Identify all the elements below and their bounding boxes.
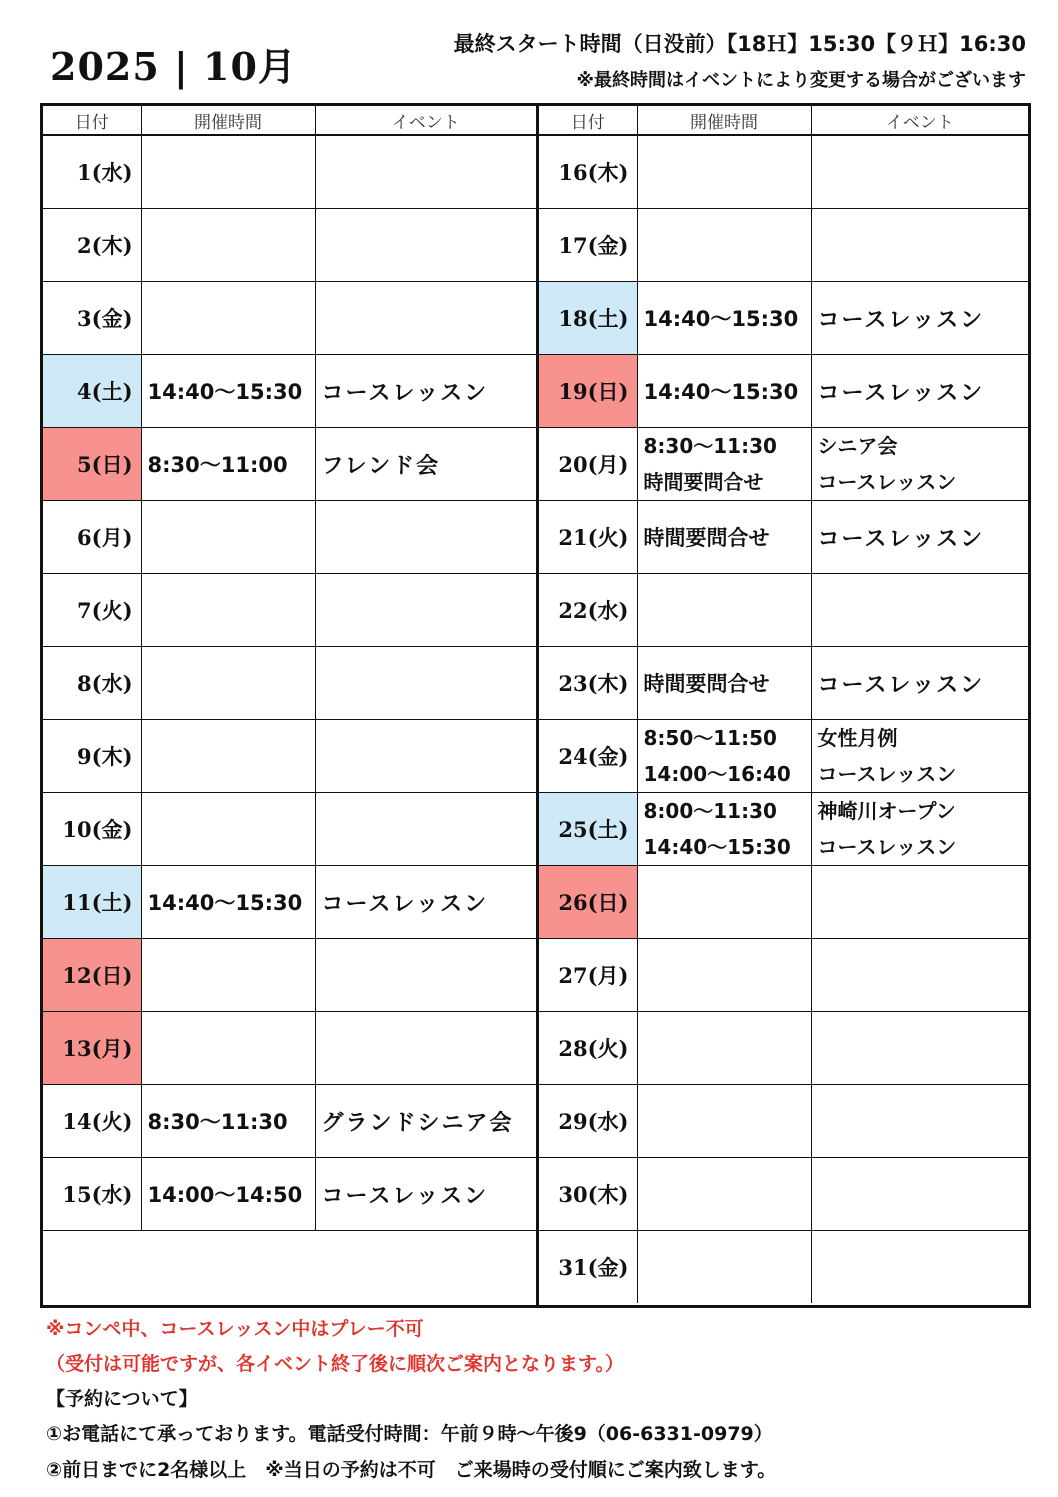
event-cell: コースレッスン — [811, 282, 1028, 355]
time-cell — [637, 574, 811, 647]
time-cell: 時間要問合せ — [637, 647, 811, 720]
event-cell — [315, 501, 536, 574]
date-cell: 24(金) — [539, 720, 637, 793]
time-line: 時間要問合せ — [643, 470, 764, 494]
header-event: イベント — [315, 106, 536, 135]
event-cell — [315, 1012, 536, 1085]
event-cell — [315, 793, 536, 866]
time-cell — [637, 135, 811, 209]
event-cell: コースレッスン — [315, 1158, 536, 1231]
table-row — [43, 1012, 536, 1085]
event-cell — [811, 1012, 1028, 1085]
time-cell — [141, 135, 315, 209]
date-cell: 18(土) — [539, 282, 637, 355]
date-cell: 11(土) — [43, 866, 141, 939]
date-cell: 6(月) — [43, 501, 141, 574]
table-row — [539, 135, 1028, 209]
date-cell: 7(火) — [43, 574, 141, 647]
event-cell — [811, 939, 1028, 1012]
time-cell — [141, 574, 315, 647]
table-row — [43, 209, 536, 282]
event-line: コースレッスン — [817, 835, 957, 859]
table-row — [539, 282, 1028, 355]
time-change-notice: ※最終時間はイベントにより変更する場合がございます — [576, 70, 1026, 91]
table-row — [539, 1158, 1028, 1231]
table-row — [539, 501, 1028, 574]
event-line: シニア会 — [817, 434, 898, 458]
time-cell — [637, 1085, 811, 1158]
date-cell: 2(木) — [43, 209, 141, 282]
date-cell: 10(金) — [43, 793, 141, 866]
date-cell: 8(水) — [43, 647, 141, 720]
date-cell: 28(火) — [539, 1012, 637, 1085]
event-cell — [315, 647, 536, 720]
time-cell — [141, 793, 315, 866]
calendar-right-half — [539, 106, 1028, 1305]
time-cell: 8:30～11:00 — [141, 428, 315, 501]
event-cell — [811, 574, 1028, 647]
time-cell: 14:40～15:30 — [637, 282, 811, 355]
event-cell — [315, 939, 536, 1012]
table-row — [43, 428, 536, 501]
date-cell: 27(月) — [539, 939, 637, 1012]
time-cell — [637, 1231, 811, 1304]
time-cell — [637, 939, 811, 1012]
reservation-rule-text: ②前日までに2名様以上 ※当日の予約は不可 ご来場時の受付順にご案内致します。 — [46, 1459, 777, 1481]
event-line: コースレッスン — [817, 470, 957, 494]
last-start-notice: 最終スタート時間（日没前）【18Ｈ】15:30【９Ｈ】16:30 — [453, 32, 1026, 56]
date-cell: 30(木) — [539, 1158, 637, 1231]
empty-row — [43, 1231, 536, 1304]
time-line: 14:40～15:30 — [643, 835, 791, 859]
table-row — [43, 282, 536, 355]
time-cell: 時間要問合せ — [637, 501, 811, 574]
event-line: 女性月例 — [817, 726, 898, 750]
empty-cell — [43, 1231, 536, 1304]
table-row — [539, 209, 1028, 282]
time-cell — [637, 866, 811, 939]
date-cell: 1(水) — [43, 135, 141, 209]
reservation-phone-text: ①お電話にて承っております。電話受付時間：午前９時～午後9（06-6331-0979） — [46, 1423, 773, 1445]
event-cell — [811, 209, 1028, 282]
event-cell — [811, 1085, 1028, 1158]
date-cell: 19(日) — [539, 355, 637, 428]
warning-text: ※コンペ中、コースレッスン中はプレー不可 — [46, 1318, 424, 1340]
time-cell: 14:40～15:30 — [141, 866, 315, 939]
table-row — [43, 720, 536, 793]
date-cell: 22(水) — [539, 574, 637, 647]
date-cell: 17(金) — [539, 209, 637, 282]
date-cell: 14(火) — [43, 1085, 141, 1158]
time-cell — [141, 720, 315, 793]
event-cell: コースレッスン — [315, 355, 536, 428]
calendar-table — [40, 103, 1031, 1308]
table-row — [539, 866, 1028, 939]
event-cell: コースレッスン — [811, 647, 1028, 720]
event-cell — [811, 793, 1028, 866]
header-time: 開催時間 — [141, 106, 315, 135]
date-cell: 5(日) — [43, 428, 141, 501]
table-row — [43, 1158, 536, 1231]
header-event: イベント — [811, 106, 1028, 135]
header-date: 日付 — [539, 106, 637, 135]
date-cell: 25(土) — [539, 793, 637, 866]
reservation-heading: 【予約について】 — [46, 1388, 198, 1410]
time-cell — [637, 1158, 811, 1231]
date-cell: 26(日) — [539, 866, 637, 939]
event-cell — [315, 282, 536, 355]
table-row — [43, 939, 536, 1012]
time-cell — [637, 720, 811, 793]
time-cell — [637, 428, 811, 501]
time-line: 8:00～11:30 — [643, 799, 777, 823]
date-cell: 4(土) — [43, 355, 141, 428]
table-row — [43, 647, 536, 720]
table-row — [539, 574, 1028, 647]
time-line: 8:50～11:50 — [643, 726, 777, 750]
time-line: 14:00～16:40 — [643, 762, 791, 786]
event-cell: コースレッスン — [811, 501, 1028, 574]
date-cell: 29(水) — [539, 1085, 637, 1158]
event-cell: コースレッスン — [315, 866, 536, 939]
time-line: 8:30～11:30 — [643, 434, 777, 458]
header-date: 日付 — [43, 106, 141, 135]
date-cell: 21(火) — [539, 501, 637, 574]
date-cell: 13(月) — [43, 1012, 141, 1085]
header-time: 開催時間 — [637, 106, 811, 135]
event-cell — [811, 1231, 1028, 1304]
time-cell — [141, 209, 315, 282]
time-cell: 14:40～15:30 — [637, 355, 811, 428]
table-row — [43, 866, 536, 939]
page-title: 2025 | 10月 — [50, 44, 297, 89]
event-cell — [811, 428, 1028, 501]
table-row — [539, 1085, 1028, 1158]
table-row — [43, 135, 536, 209]
event-cell — [811, 135, 1028, 209]
event-cell: コースレッスン — [811, 355, 1028, 428]
event-line: 神崎川オープン — [817, 799, 956, 823]
time-cell — [637, 793, 811, 866]
event-cell — [315, 720, 536, 793]
event-cell: グランドシニア会 — [315, 1085, 536, 1158]
event-line: コースレッスン — [817, 762, 957, 786]
date-cell: 3(金) — [43, 282, 141, 355]
time-cell — [637, 1012, 811, 1085]
event-cell — [315, 574, 536, 647]
date-cell: 16(木) — [539, 135, 637, 209]
table-row — [43, 355, 536, 428]
table-row — [539, 793, 1028, 866]
time-cell — [141, 939, 315, 1012]
calendar-left-half — [43, 106, 539, 1305]
table-row — [539, 647, 1028, 720]
table-row — [539, 1231, 1028, 1304]
left-rows — [43, 135, 536, 1303]
event-cell: フレンド会 — [315, 428, 536, 501]
date-cell: 9(木) — [43, 720, 141, 793]
table-row — [539, 1012, 1028, 1085]
event-cell — [811, 720, 1028, 793]
event-cell — [811, 1158, 1028, 1231]
event-cell — [811, 866, 1028, 939]
time-cell: 8:30～11:30 — [141, 1085, 315, 1158]
time-cell: 14:40～15:30 — [141, 355, 315, 428]
date-cell: 31(金) — [539, 1231, 637, 1304]
date-cell: 23(木) — [539, 647, 637, 720]
time-cell — [141, 647, 315, 720]
table-row — [43, 574, 536, 647]
event-cell — [315, 135, 536, 209]
time-cell — [637, 209, 811, 282]
table-row — [539, 428, 1028, 501]
event-cell — [315, 209, 536, 282]
warning-subtext: （受付は可能ですが、各イベント終了後に順次ご案内となります。） — [46, 1353, 624, 1375]
time-cell — [141, 1012, 315, 1085]
table-row — [539, 355, 1028, 428]
date-cell: 12(日) — [43, 939, 141, 1012]
date-cell: 15(水) — [43, 1158, 141, 1231]
date-cell: 20(月) — [539, 428, 637, 501]
right-rows — [539, 135, 1028, 1303]
time-cell — [141, 501, 315, 574]
table-row — [43, 1085, 536, 1158]
table-row — [43, 793, 536, 866]
time-cell: 14:00～14:50 — [141, 1158, 315, 1231]
table-row — [539, 720, 1028, 793]
table-row — [43, 501, 536, 574]
time-cell — [141, 282, 315, 355]
table-row — [539, 939, 1028, 1012]
